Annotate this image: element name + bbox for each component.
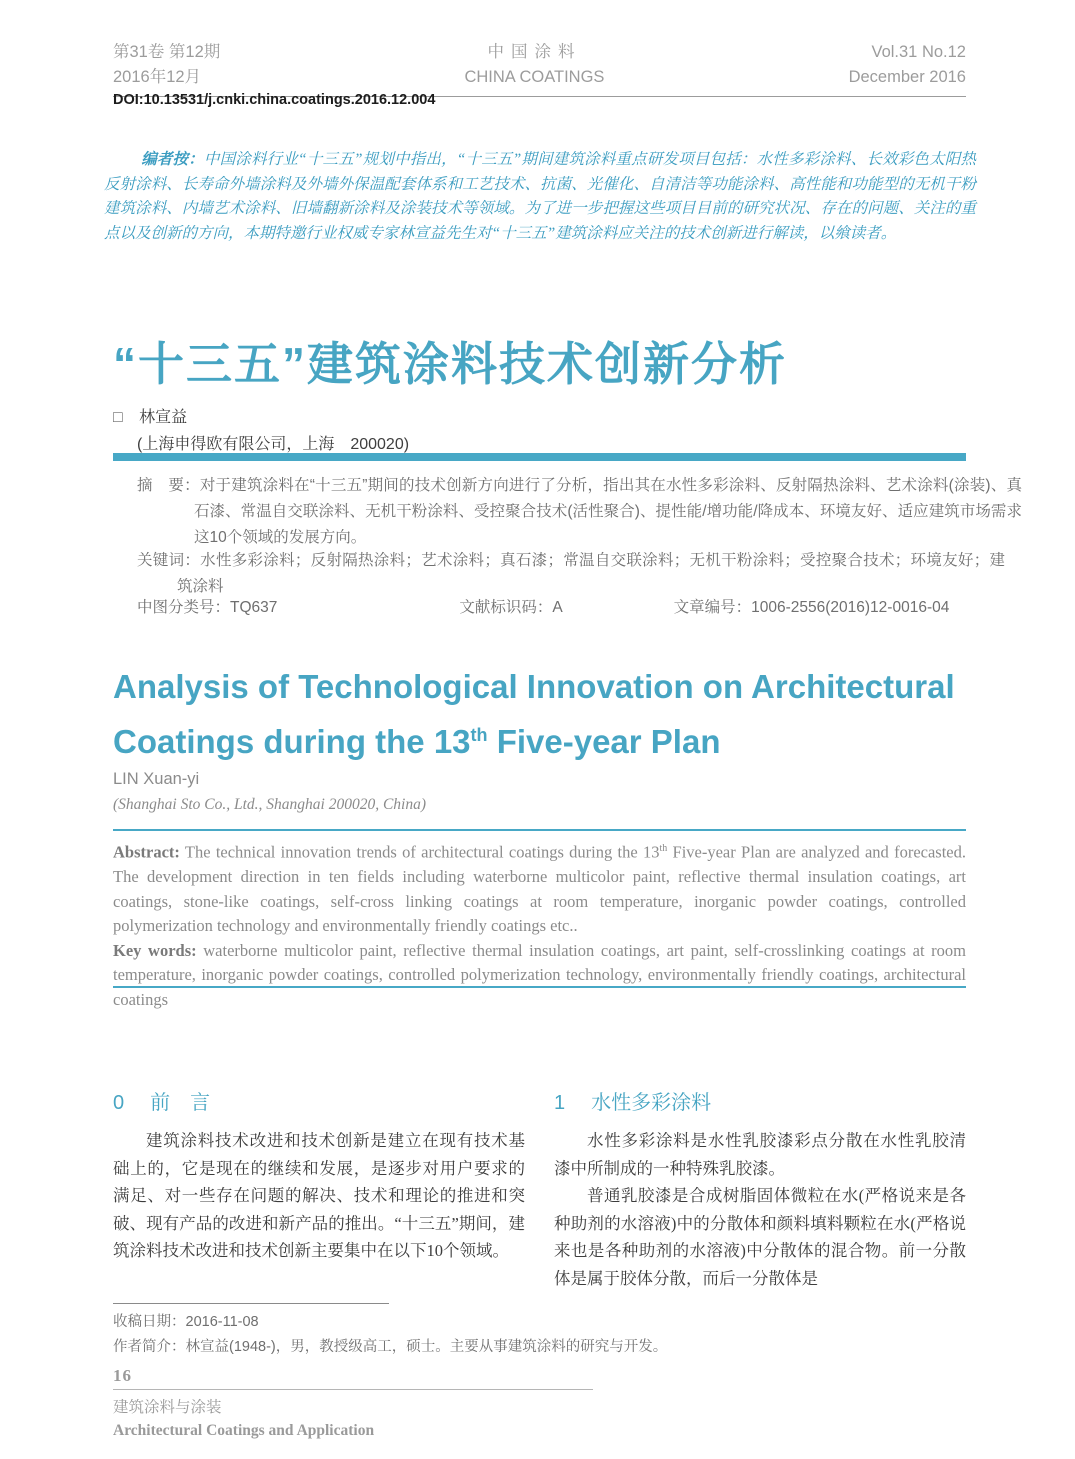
author-marker-icon: □ [113, 409, 123, 426]
date-en: December 2016 [848, 68, 966, 86]
section-0-paragraph: 建筑涂料技术改进和技术创新是建立在现有技术基础上的，它是现在的继续和发展，是逐步对用户要求的满足、对一些存在问题的解决、技术和理论的推进和突破、现有产品的改进和新产品的推出。“十三五”期间，建筑涂料技术改进和技术创新主要集中在以下10个领域。 [113, 1131, 525, 1260]
editor-note [104, 148, 976, 246]
right-column [554, 1086, 966, 1292]
affiliation-cn: (上海申得欧有限公司，上海 200020) [137, 436, 410, 453]
editor-note-text: 中国涂料行业“十三五”规划中指出，“十三五”期间建筑涂料重点研发项目包括：水性多彩涂料、长效彩色太阳热反射涂料、长寿命外墙涂料及外墙外保温配套体系和工艺技术、抗菌、光催化、自清洁等功能涂料、高性能和功能型的无机干粉建筑涂料、内墙艺术涂料、旧墙翻新涂料及涂装技术等领域。为了进一步把握这些项目目前的研究状况、存在的问题、关注的重点以及创新的方向，本期特邀行业权威专家林宣益先生对“十三五”建筑涂料应关注的技术创新进行解读，以飨读者。 [104, 151, 976, 242]
section-0-title: 前 言 [150, 1092, 211, 1114]
title-en-line1: Analysis of Technological Innovation on Architectural [113, 668, 955, 705]
abstract-divider-bottom [113, 986, 966, 988]
title-en-sup: th [470, 725, 488, 745]
abstract-cn [137, 473, 1022, 551]
footer-rule [113, 1389, 593, 1390]
clc-number: 中图分类号：TQ637 [137, 599, 278, 616]
author-name-cn: 林宣益 [139, 409, 188, 426]
header-center [464, 40, 604, 90]
section-heading-0 [113, 1086, 525, 1115]
keywords-cn-label: 关键词： [137, 552, 201, 569]
abstract-cn-text: 对于建筑涂料在“十三五”期间的技术创新方向进行了分析，指出其在水性多彩涂料、反射隔热涂料、艺术涂料(涂装)、真石漆、常温自交联涂料、无机干粉涂料、受控聚合技术(活性聚合)、提性能/增功能/降成本、环境友好、适应建筑市场需求这10个领域的发展方向。 [194, 477, 1022, 546]
footer-column-en: Architectural Coatings and Application [113, 1422, 375, 1439]
received-date: 收稿日期：2016-11-08 [113, 1314, 259, 1330]
header-left [113, 40, 220, 90]
left-column [113, 1086, 525, 1292]
author-bio: 作者简介：林宣益(1948-)，男，教授级高工，硕士。主要从事建筑涂料的研究与开发。 [113, 1339, 668, 1355]
abstract-en-text-post: Five-year Plan are analyzed and forecasted. The development direction in ten fields including waterborne multicolor paint, reflective thermal insulation coatings, art coatings, stone-like coatings, self-cross linking coatings at room temperature, inorganic powder coatings, controlled polymerization technology and environmentally friendly coatings etc.. [113, 842, 966, 936]
title-en-line2-post: Five-year Plan [487, 723, 721, 760]
abstract-cn-label: 摘 要： [137, 477, 200, 494]
classification-row [137, 595, 965, 617]
keywords-en [113, 939, 966, 1013]
abstract-en-text-pre: The technical innovation trends of architectural coatings during the 13 [179, 842, 660, 862]
footnote-separator [113, 1303, 389, 1304]
page-header [113, 40, 966, 97]
journal-name-en: CHINA COATINGS [464, 68, 605, 86]
abstract-en-sup: th [659, 843, 668, 854]
article-id: 文章编号：1006-2556(2016)12-0016-04 [673, 599, 950, 616]
page-number: 16 [113, 1366, 132, 1385]
author-row [113, 404, 187, 427]
abstract-en-label: Abstract: [113, 842, 180, 862]
section-0-number: 0 [113, 1092, 125, 1114]
title-divider-bar [113, 453, 966, 461]
article-title-en [113, 662, 966, 766]
author-name-en: LIN Xuan-yi [113, 770, 200, 788]
title-en-line2 [113, 711, 966, 766]
article-title-cn: “十三五”建筑涂料技术创新分析 [113, 338, 787, 390]
doi-line: DOI:10.13531/j.cnki.china.coatings.2016.12.004 [113, 92, 436, 108]
section-1-paragraph-2: 普通乳胶漆是合成树脂固体微粒在水(严格说来是各种助剂的水溶液)中的分散体和颜料填料颗粒在水(严格说来也是各种助剂的水溶液)中分散体的混合物。前一分散体是属于胶体分散，而后一分散体是 [554, 1186, 966, 1288]
keywords-en-text: waterborne multicolor paint, reflective thermal insulation coatings, art paint, self-crosslinking coatings at room temperature, inorganic powder coatings, controlled polymerization technology, environmentally friendly coatings, architectural coatings [113, 940, 966, 1010]
keywords-cn-text: 水性多彩涂料；反射隔热涂料；艺术涂料；真石漆；常温自交联涂料；无机干粉涂料；受控聚合技术；环境友好；建筑涂料 [177, 552, 1005, 595]
affiliation-en: (Shanghai Sto Co., Ltd., Shanghai 200020, China) [113, 796, 427, 813]
page-footer [113, 1366, 966, 1442]
volume-issue-en: Vol.31 No.12 [871, 43, 966, 61]
title-en-line2-pre: Coatings during the 13 [113, 723, 471, 760]
volume-issue-cn: 第31卷 第12期 [113, 43, 221, 61]
date-cn: 2016年12月 [113, 68, 202, 86]
journal-name-cn: 中国涂料 [487, 43, 582, 61]
footnote-block [113, 1303, 966, 1360]
keywords-en-label: Key words: [113, 940, 197, 960]
abstract-divider-top [113, 829, 966, 831]
keywords-cn [137, 548, 1005, 600]
document-code: 文献标识码：A [459, 599, 563, 616]
footer-column-cn: 建筑涂料与涂装 [113, 1399, 222, 1416]
abstract-en [113, 837, 966, 939]
section-1-title: 水性多彩涂料 [591, 1092, 712, 1114]
editor-note-label: 编者按： [141, 151, 204, 168]
section-1-paragraph-1: 水性多彩涂料是水性乳胶漆彩点分散在水性乳胶清漆中所制成的一种特殊乳胶漆。 [554, 1131, 966, 1178]
section-1-number: 1 [554, 1092, 566, 1114]
section-heading-1 [554, 1086, 966, 1115]
header-right [849, 40, 966, 90]
body-columns [113, 1086, 966, 1292]
